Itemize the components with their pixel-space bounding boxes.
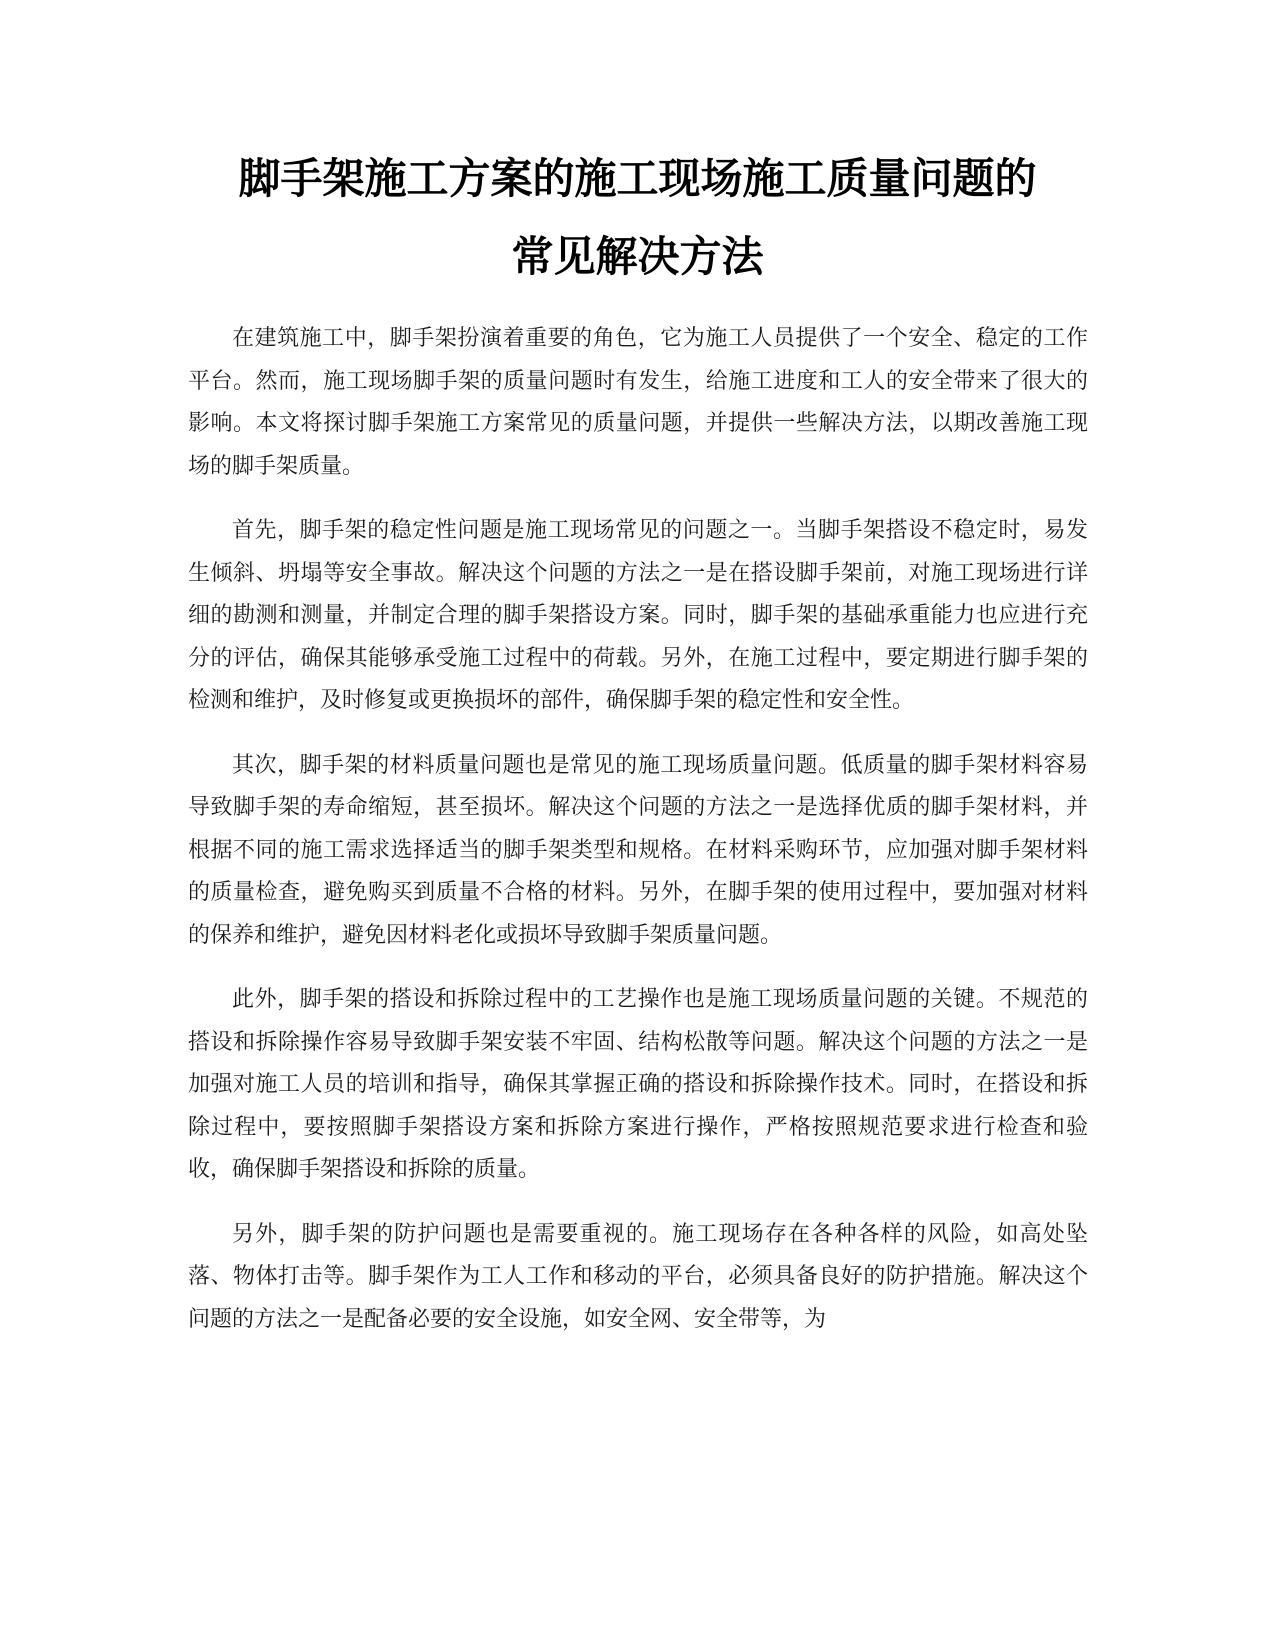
document-title [150,140,1125,296]
document-body [188,318,1088,1363]
paragraph-procedure: 此外，脚手架的搭设和拆除过程中的工艺操作也是施工现场质量问题的关键。不规范的搭设和拆除操作容易导致脚手架安装不牢固、结构松散等问题。解决这个问题的方法之一是加强对施工人员的培训和指导，确保其掌握正确的搭设和拆除操作技术。同时，在搭设和拆除过程中，要按照脚手架搭设方案和拆除方案进行操作，严格按照规范要求进行检查和验收，确保脚手架搭设和拆除的质量。 [188,987,1088,1182]
paragraph-protection: 另外，脚手架的防护问题也是需要重视的。施工现场存在各种各样的风险，如高处坠落、物体打击等。脚手架作为工人工作和移动的平台，必须具备良好的防护措施。解决这个问题的方法之一是配备必要的安全设施，如安全网、安全带等，为 [188,1221,1088,1332]
paragraph-intro: 在建筑施工中，脚手架扮演着重要的角色，它为施工人员提供了一个安全、稳定的工作平台。然而，施工现场脚手架的质量问题时有发生，给施工进度和工人的安全带来了很大的影响。本文将探讨脚手架施工方案常见的质量问题，并提供一些解决方法，以期改善施工现场的脚手架质量。 [188,326,1088,479]
title-line-1: 脚手架施工方案的施工现场施工质量问题的 [238,154,1037,203]
title-line-2: 常见解决方法 [511,232,764,281]
paragraph-materials: 其次，脚手架的材料质量问题也是常见的施工现场质量问题。低质量的脚手架材料容易导致脚手架的寿命缩短，甚至损坏。解决这个问题的方法之一是选择优质的脚手架材料，并根据不同的施工需求选择适当的脚手架类型和规格。在材料采购环节，应加强对脚手架材料的质量检查，避免购买到质量不合格的材料。另外，在脚手架的使用过程中，要加强对材料的保养和维护，避免因材料老化或损坏导致脚手架质量问题。 [188,752,1088,948]
paragraph-stability: 首先，脚手架的稳定性问题是施工现场常见的问题之一。当脚手架搭设不稳定时，易发生倾斜、坍塌等安全事故。解决这个问题的方法之一是在搭设脚手架前，对施工现场进行详细的勘测和测量，并制定合理的脚手架搭设方案。同时，脚手架的基础承重能力也应进行充分的评估，确保其能够承受施工过程中的荷载。另外，在施工过程中，要定期进行脚手架的检测和维护，及时修复或更换损坏的部件，确保脚手架的稳定性和安全性。 [188,518,1088,713]
